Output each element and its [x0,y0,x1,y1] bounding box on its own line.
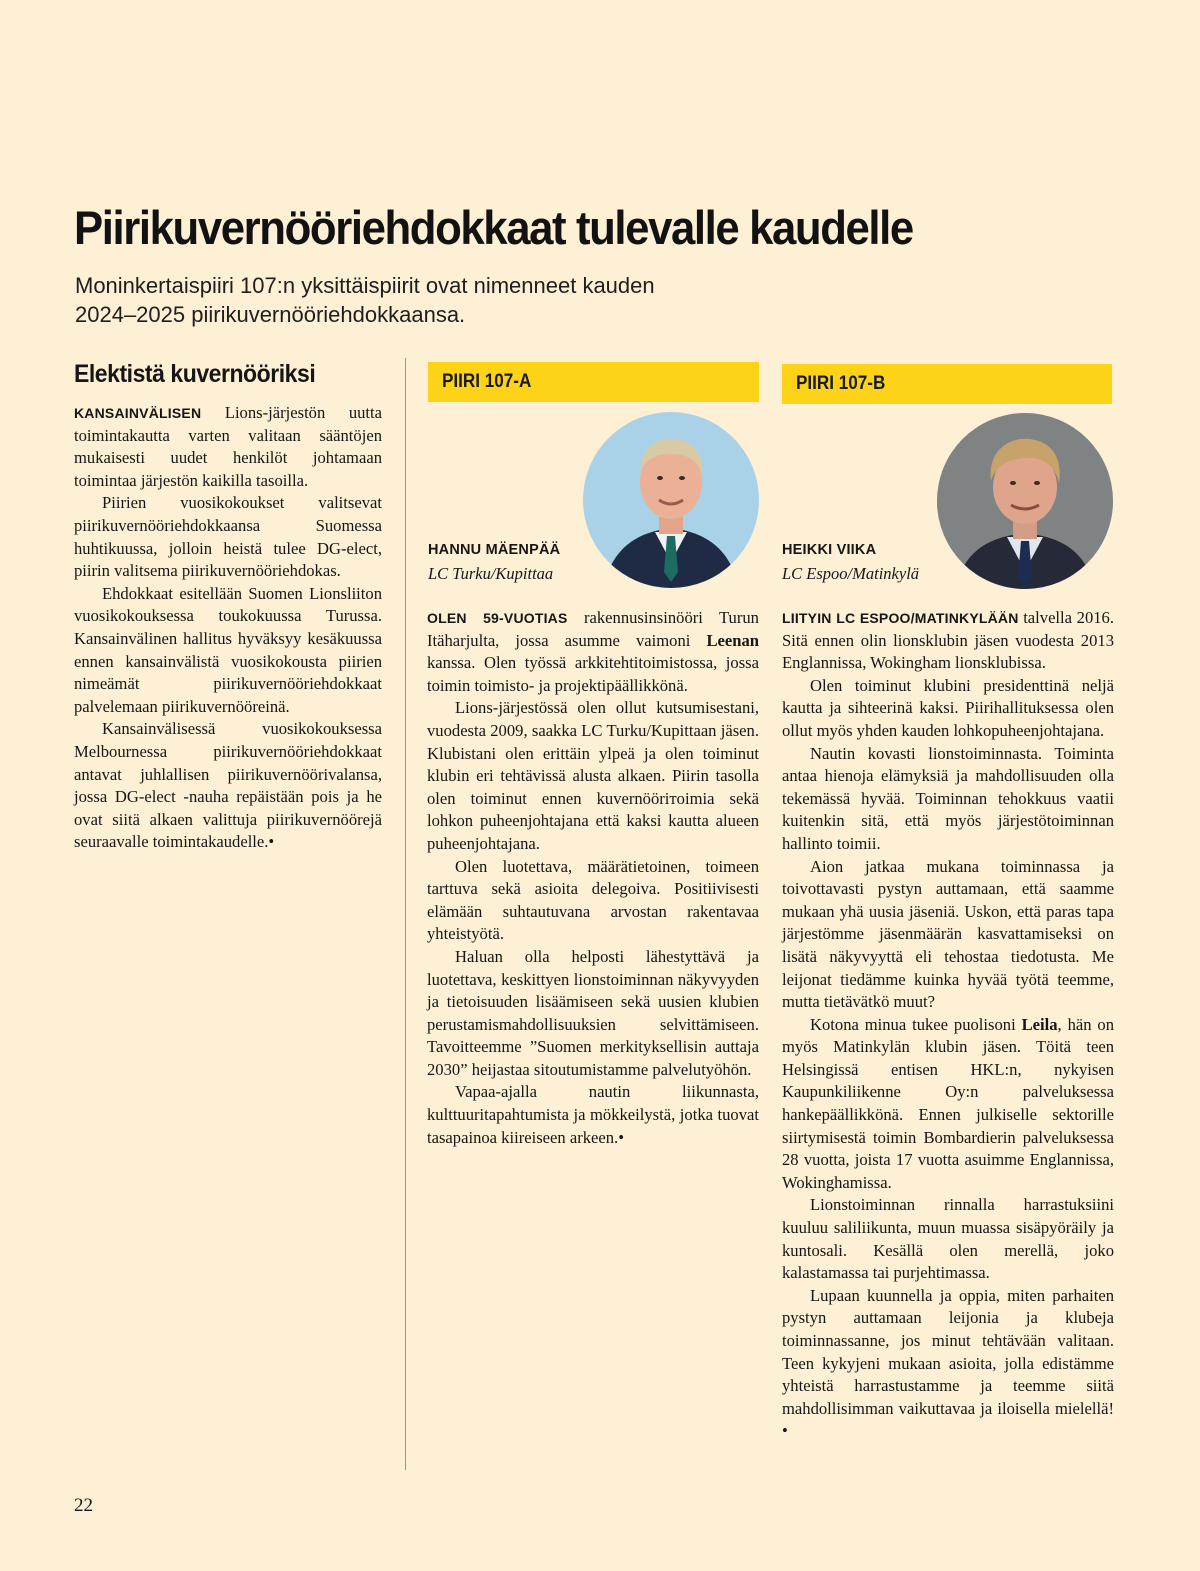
column-divider [405,358,406,1470]
left-paragraph-3: Ehdokkaat esitellään Suomen Lionsliiton vuosikokouksessa toukokuussa Turussa. Kansainvälinen hallitus hyväksyy kesäkuussa ennen kansainvälistä vuosikokousta piirien nimeämät piirikuvernööriehdokkaat palvelemaan piirikuvernööreinä. [74,583,382,716]
candidate-a-paragraph-3: Olen luotettava, määrätietoinen, toimeen tarttuva sekä asioita delegoiva. Positiivisesti elämään suhtautuvana arvostan rakentavaa yhteistyötä. [427,856,759,944]
candidate-b-paragraph-7: Lupaan kuunnella ja oppia, miten parhaiten pystyn auttamaan leijonia ja klubeja toiminnassanne, jos minut tehtävään valitaan. Teen kykyjeni mukaan asioita, jolla edistämme yhteistä harrastustamme ja teemme siitä mahdollisimman vaikuttavaa ja iloisella mielellä!• [782,1285,1114,1441]
page-title: Piirikuvernööriehdokkaat tulevalle kaudelle [74,201,913,254]
candidate-b-paragraph-3: Nautin kovasti lionstoiminnasta. Toiminta antaa hienoja elämyksiä ja mahdollisuuden olla tekemässä hyvää. Toiminnan tehokkuus vaatii kuitenkin sitä, että myös järjestötoiminnan hallinto toimii. [782,743,1114,853]
candidate-b-paragraph-5: Kotona minua tukee puolisoni Leila, hän on myös Matinkylän klubin jäsen. Töitä teen Helsingissä entisen HKL:n, nykyisen Kaupunkiliikenne Oy:n palveluksessa hankepäällikkönä. Ennen julkiselle sektorille siirtymisestä toimin Bombardierin palveluksessa 28 vuotta, joista 17 vuotta asuimme Englannissa, Wokinghamissa. [782,1014,1114,1192]
candidate-b-paragraph-2: Olen toiminut klubini presidenttinä neljä kautta ja sihteerinä kaksi. Piirihallituksessa olen ollut myös yhden kauden lohkopuheenjohtajana. [782,675,1114,740]
page-number: 22 [74,1495,93,1516]
candidate-a-body [427,607,759,1149]
left-column-heading: Elektistä kuvernööriksi [74,360,316,388]
candidate-club-hannu: LC Turku/Kupittaa [428,564,554,583]
candidate-a-paragraph-2: Lions-järjestössä olen ollut kutsumisestani, vuodesta 2009, saakka LC Turku/Kupittaan jäsen. Klubistani olen erittäin ylpeä ja olen toiminut klubin eri tehtävissä alusta alkaen. Piirin tasolla olen toiminut ennen kuvernöörітoimia sekä lohkon puheenjohtajana että kaksi kautta alueen puheenjohtajana. [427,698,759,853]
candidate-a-paragraph-5: Vapaa-ajalla nautin liikunnasta, kulttuuritapahtumista ja mökkeilystä, jotka tuovat tasapainoa kiireiseen arkeen.• [427,1082,759,1147]
candidate-b-paragraph-4: Aion jatkaa mukana toiminnassa ja toivottavasti pystyn auttamaan, että saamme mukaan yhä uusia jäseniä. Uskon, että paras tapa järjestömme jäsenmäärän kasvattamiseksi on lisätä näkyvyyttä eli tehostaa tiedotusta. Me leijonat tiedämme kuinka hyvää työtä teemme, mutta tietävätkö muut? [782,856,1114,1012]
candidate-club-heikki: LC Espoo/Matinkylä [782,564,920,583]
district-banner-107a: PIIRI 107-A [428,362,759,402]
page-subtitle: Moninkertaispiiri 107:n yksittäispiirit ovat nimenneet kauden 2024–2025 piirikuvernööriehdokkaansa. [75,273,655,327]
candidate-b-body [782,607,1114,1443]
left-paragraph-2: Piirien vuosikokoukset valitsevat piirikuvernööriehdokkaansa Suomessa huhtikuussa, jolloin heistä tulee DG-elect, piirin valitsema piirikuvernööriehdokas. [74,493,382,581]
candidate-a-paragraph-4: Haluan olla helposti lähestyttävä ja luotettava, keskittyen lionstoiminnan näkyvyyden ja tietoisuuden lisäämiseen sekä uusien klubien perustamismahdollisuuksien selvittämiseen. Tavoitteemme ”Suomen merkityksellisin auttaja 2030” heijastaa sitoutumistamme palvelutyöhön. [427,946,759,1079]
candidate-a-paragraph-1: OLEN 59-VUOTIAS rakennusinsinööri Turun Itäharjulta, jossa asumme vaimoni Leenan kanssa. Olen työssä arkkitehtitoimistossa, jossa toimin toimisto- ja projektipäällikkönä. [427,608,759,695]
left-lead-word: KANSAINVÄLISEN [74,405,202,421]
candidate-b-paragraph-6: Lionstoiminnan rinnalla harrastuksiini kuuluu saliliikunta, muun muassa sisäpyöräily ja kuntosali. Kesällä olen merellä, joko kalastamassa tai purjehtimassa. [782,1195,1114,1283]
candidate-b-paragraph-1: LIITYIN LC ESPOO/MATINKYLÄÄN talvella 2016. Sitä ennen olin lionsklubin jäsen vuodesta 2013 Englannissa, Wokingham lionsklubissa. [782,608,1114,673]
candidate-name-hannu: HANNU MÄENPÄÄ [428,542,561,558]
left-paragraph-1: KANSAINVÄLISEN Lions-järjestön uutta toimintakautta varten valitaan sääntöjen mukaisesti uudet henkilöt johtamaan toimintaa järjestön kaikilla tasoilla. [74,403,382,490]
left-paragraph-4: Kansainvälisessä vuosikokouksessa Melbournessa piirikuvernööriehdokkaat antavat juhlallisen piirikuvernöörivalansa, jossa DG-elect -nauha repäistään pois ja he ovat siitä alkaen valittuja piirikuvernöörejä seuraavalle toimintakaudelle.• [74,719,382,852]
portrait-photo-hannu [583,412,759,588]
left-column-body [74,402,382,854]
candidate-name-heikki: HEIKKI VIIKA [782,542,877,558]
district-banner-107b: PIIRI 107-B [782,364,1112,404]
portrait-photo-heikki [937,413,1113,589]
